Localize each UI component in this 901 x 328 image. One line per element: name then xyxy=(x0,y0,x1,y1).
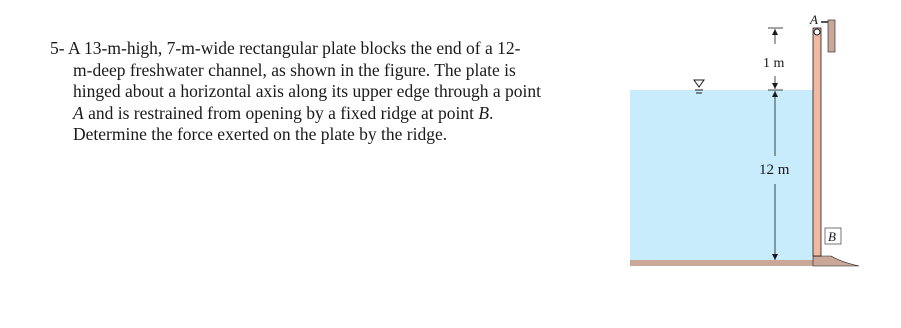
label-a: A xyxy=(810,12,818,27)
point-a-ref: A xyxy=(73,102,84,123)
hinge-support xyxy=(828,20,835,52)
hinge-pin xyxy=(814,29,820,35)
channel-plate-figure xyxy=(625,10,875,272)
ground xyxy=(630,260,815,266)
ridge-b xyxy=(813,256,859,266)
problem-number: 5- xyxy=(50,38,65,58)
problem-line-1: 5- A 13-m-high, 7-m-wide rectangular plate blocks the end of a 12- xyxy=(50,38,521,58)
point-b-ref: B xyxy=(478,102,490,123)
problem-statement xyxy=(50,38,610,146)
plate xyxy=(813,28,821,256)
problem-line-2: m-deep freshwater channel, as shown in the figure. The plate is xyxy=(73,59,516,80)
problem-line-5: Determine the force exerted on the plate by the ridge. xyxy=(73,124,448,144)
dim-depth-label: 12 m xyxy=(759,162,790,178)
dim-top-label: 1 m xyxy=(763,56,785,71)
problem-line-4: A and is restrained from opening by a fixed ridge at point B. xyxy=(73,102,494,123)
label-b: B xyxy=(828,229,836,244)
problem-line-3: hinged about a horizontal axis along its upper edge through a point xyxy=(73,81,542,101)
